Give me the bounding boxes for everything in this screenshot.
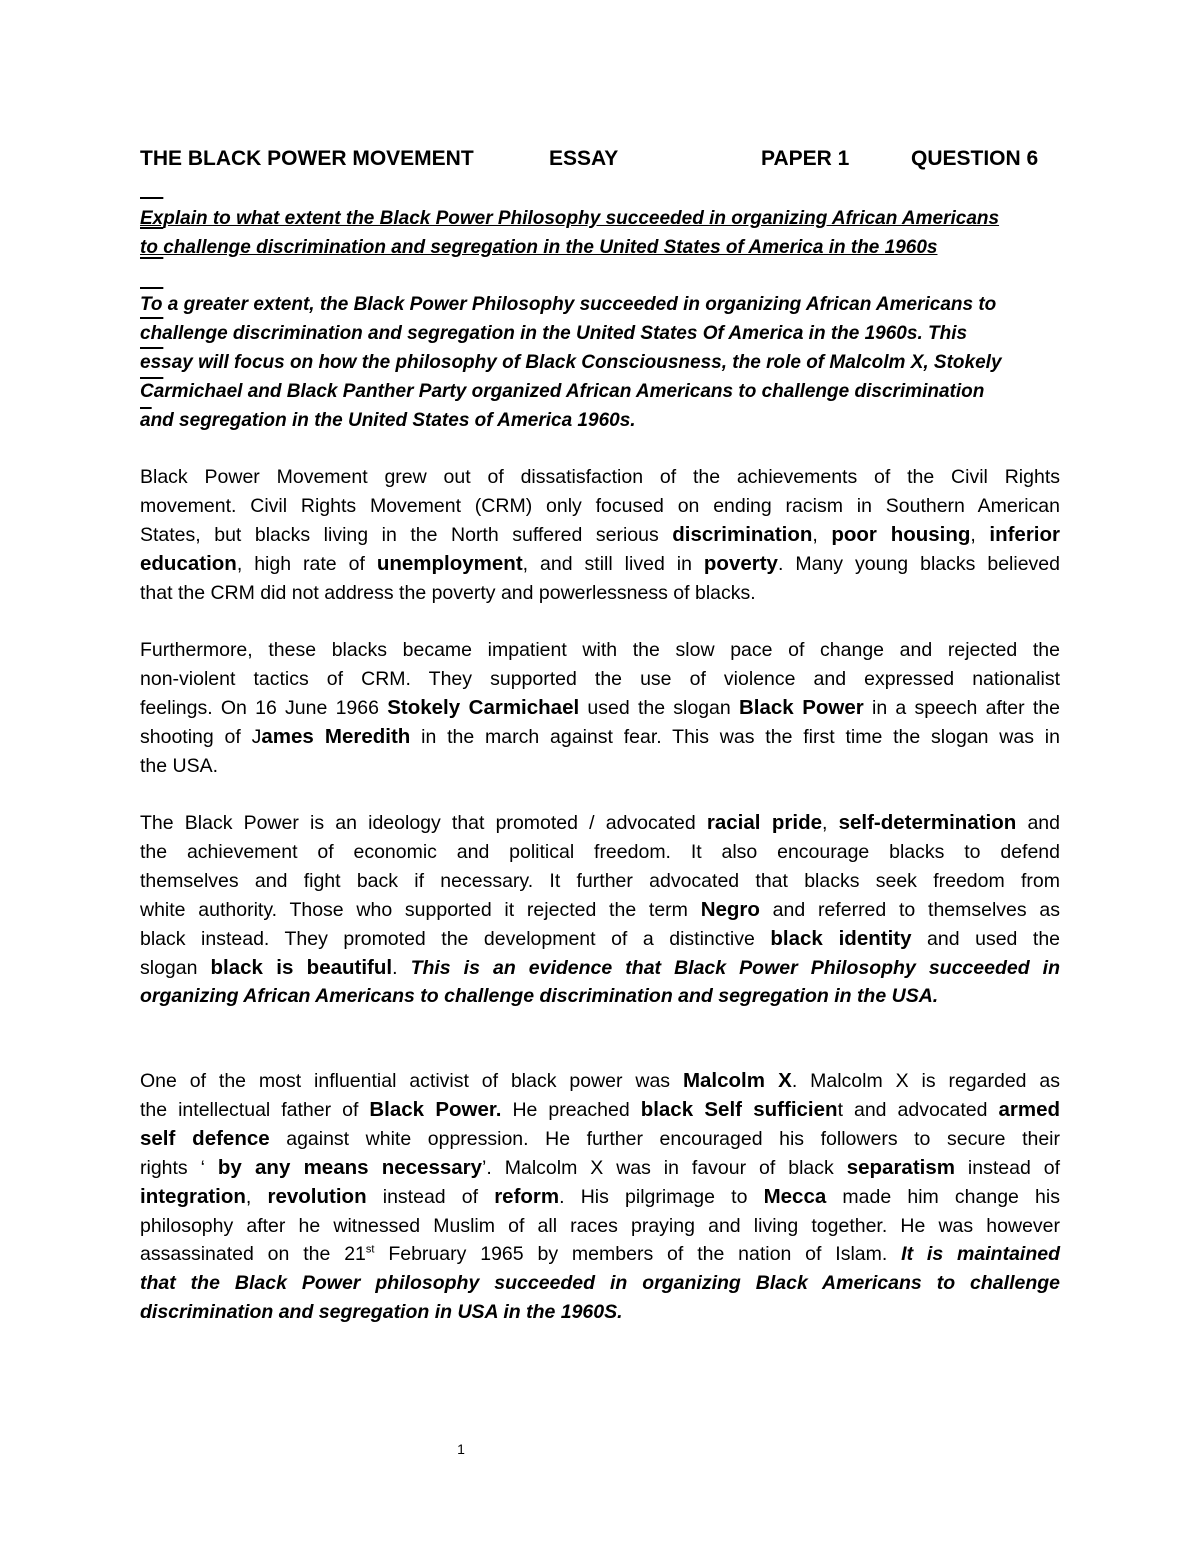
para-line: Black Power Movement grew out of dissatisfaction of the achievements of the Civil Rights (140, 466, 1060, 488)
heading-type: ESSAY (549, 147, 619, 170)
para-line: organizing African Americans to challenge discrimination and segregation in the USA. (140, 985, 939, 1008)
intro-line: To a greater extent, the Black Power Philosophy succeeded in organizing African Americans to (140, 294, 997, 315)
heading-gap-2 (618, 144, 770, 174)
para-line: movement. Civil Rights Movement (CRM) only focused on ending racism in Southern American (140, 494, 1060, 517)
para-line: feelings. On 16 June 1966 Stokely Carmichael used the slogan Black Power in a speech after the (140, 695, 1060, 719)
intro-line: essay will focus on how the philosophy of Black Consciousness, the role of Malcolm X, Stokely (140, 352, 1002, 373)
para-line: black instead. They promoted the development of a distinctive black identity and used the (140, 926, 1061, 950)
para-line: education, high rate of unemployment, and still lived in poverty. Many young blacks believed (140, 551, 1060, 575)
para-line: slogan black is beautiful. This is an evidence that Black Power Philosophy succeeded in (140, 955, 1061, 979)
para-line: rights ‘ by any means necessary’. Malcolm X was in favour of black separatism instead of (140, 1155, 1060, 1179)
para-line: Furthermore, these blacks became impatient with the slow pace of change and rejected the (140, 639, 1060, 661)
heading-gap-1 (408, 144, 449, 174)
para-line: One of the most influential activist of black power was Malcolm X. Malcolm X is regarded as (140, 1069, 1061, 1092)
para-line: integration, revolution instead of reform. His pilgrimage to Mecca made him change his (140, 1184, 1060, 1208)
para-line: white authority. Those who supported it rejected the term Negro and referred to themselves as (140, 897, 1061, 921)
heading-question: QUESTION 6 (911, 147, 1039, 170)
question-line: to challenge discrimination and segregation in the United States of America in the 1960s (140, 237, 938, 258)
para-line: philosophy after he witnessed Muslim of all races praying and living together. He was however (140, 1214, 1060, 1237)
essay-question (140, 204, 1060, 262)
para-line: shooting of James Meredith in the march against fear. This was the first time the slogan was in (140, 724, 1060, 748)
intro-line: Carmichael and Black Panther Party organized African Americans to challenge discrimination (140, 381, 985, 402)
question-line: Explain to what extent the Black Power Philosophy succeeded in organizing African Americans (140, 208, 1000, 229)
para-line: the achievement of economic and political freedom. It also encourage blacks to defend (140, 840, 1060, 863)
paragraph-1 (140, 463, 1060, 608)
para-line: self defence against white oppression. He further encouraged his followers to secure their (140, 1126, 1060, 1150)
page-number: 1 (457, 1441, 465, 1457)
heading-title: THE BLACK POWER MOVEMENT (140, 147, 474, 170)
para-line: the intellectual father of Black Power. He preached black Self sufficient and advocated armed (140, 1097, 1061, 1121)
heading-paper: PAPER 1 (761, 147, 850, 170)
para-line: the USA. (140, 754, 219, 777)
para-line: that the CRM did not address the poverty and powerlessness of blacks. (140, 581, 756, 604)
para-line: States, but blacks living in the North suffered serious discrimination, poor housing, inferior (140, 522, 1060, 546)
paragraph-3 (140, 809, 1060, 1011)
introduction (140, 290, 1060, 435)
paragraph-4 (140, 1067, 1060, 1327)
para-line: non-violent tactics of CRM. They supported the use of violence and expressed nationalist (140, 667, 1060, 690)
para-line: themselves and fight back if necessary. It further advocated that blacks seek freedom from (140, 869, 1060, 892)
para-line: that the Black Power philosophy succeeded in organizing Black Americans to challenge (140, 1272, 1060, 1295)
paragraph-2 (140, 636, 1060, 781)
para-line: assassinated on the 21st February 1965 by members of the nation of Islam. It is maintained (140, 1243, 1060, 1266)
para-line: The Black Power is an ideology that promoted / advocated racial pride, self-determination and (140, 811, 1060, 834)
intro-line: and segregation in the United States of America 1960s. (140, 410, 636, 431)
intro-line: challenge discrimination and segregation in the United States Of America in the 1960s. This (140, 323, 968, 344)
para-line: discrimination and segregation in USA in the 1960S. (140, 1301, 623, 1324)
